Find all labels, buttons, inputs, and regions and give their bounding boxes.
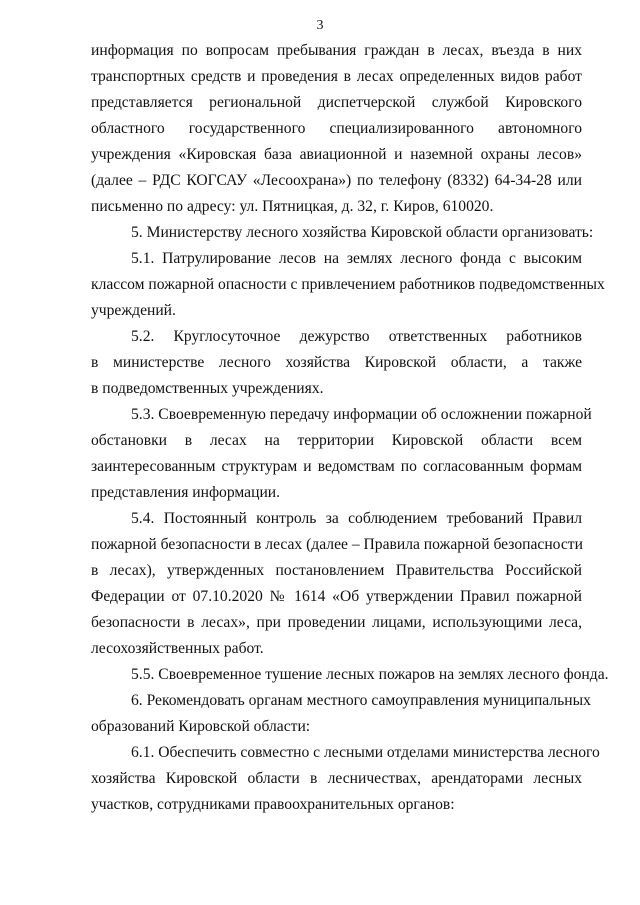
text-line: транспортных средств и проведения в лесах определенных видов работ	[91, 68, 582, 85]
text-line: представления информации.	[91, 484, 281, 501]
text-line: 5.1. Патрулирование лесов на землях лесного фонда с высоким	[131, 250, 582, 267]
text-line: образований Кировской области:	[91, 718, 311, 735]
text-line: в лесах), утвержденных постановлением Правительства Российской	[91, 562, 582, 579]
text-line: лесохозяйственных работ.	[91, 640, 264, 657]
paragraph-5-heading: 5. Министерству лесного хозяйства Кировской области организовать:	[131, 224, 594, 241]
text-line: 6.1. Обеспечить совместно с лесными отделами министерства лесного	[131, 744, 600, 761]
text-line: заинтересованным структурам и ведомствам по согласованным формам	[91, 458, 582, 475]
text-line: 5.4. Постоянный контроль за соблюдением требований Правил	[131, 510, 582, 527]
text-line: (далее – РДС КОГСАУ «Лесоохрана») по телефону (8332) 64-34-28 или	[91, 172, 582, 189]
text-line: классом пожарной опасности с привлечением работников подведомственных	[91, 276, 605, 293]
text-line: письменно по адресу: ул. Пятницкая, д. 32, г. Киров, 610020.	[91, 198, 494, 215]
text-line: хозяйства Кировской области в лесничествах, арендаторами лесных	[91, 770, 582, 787]
text-line: информация по вопросам пребывания граждан в лесах, въезда в них	[91, 42, 582, 59]
text-line: 5.2. Круглосуточное дежурство ответственных работников	[131, 328, 582, 345]
text-line: в подведомственных учреждениях.	[91, 380, 324, 397]
text-line: обстановки в лесах на территории Кировской области всем	[91, 432, 582, 449]
text-line: 6. Рекомендовать органам местного самоуправления муниципальных	[131, 692, 591, 709]
text-line: областного государственного специализированного автономного	[91, 120, 582, 137]
page-number: 3	[316, 18, 324, 33]
text-line: Федерации от 07.10.2020 № 1614 «Об утверждении Правил пожарной	[91, 588, 582, 605]
text-line: пожарной безопасности в лесах (далее – Правила пожарной безопасности	[91, 536, 583, 553]
text-line: 5.5. Своевременное тушение лесных пожаров на землях лесного фонда.	[131, 666, 609, 683]
text-line: участков, сотрудниками правоохранительных органов:	[91, 796, 455, 813]
text-line: безопасности в лесах», при проведении лицами, использующими леса,	[91, 614, 582, 631]
text-line: учреждения «Кировская база авиационной и наземной охраны лесов»	[91, 146, 582, 163]
text-line: представляется региональной диспетчерской службой Кировского	[91, 94, 582, 111]
text-line: учреждений.	[91, 302, 176, 319]
text-line: 5.3. Своевременную передачу информации об осложнении пожарной	[131, 406, 592, 423]
text-line: в министерстве лесного хозяйства Кировской области, а также	[91, 354, 582, 371]
